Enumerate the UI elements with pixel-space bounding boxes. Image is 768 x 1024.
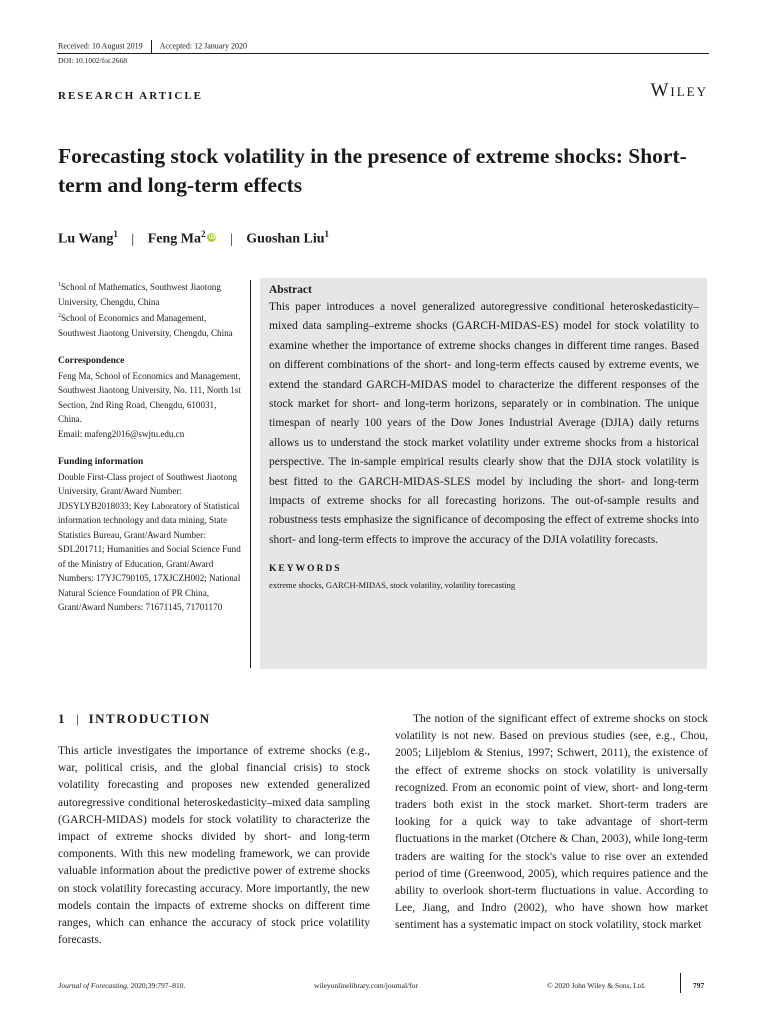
- author-name[interactable]: Guoshan Liu: [246, 231, 325, 247]
- footer-url[interactable]: wileyonlinelibrary.com/journal/for: [314, 981, 418, 990]
- article-title: Forecasting stock volatility in the presence of extreme shocks: Short-term and long-term effects: [58, 144, 687, 197]
- article-dates: [58, 40, 247, 53]
- section-label: RESEARCH ARTICLE: [58, 90, 204, 102]
- author-affiliation-mark: 1: [113, 229, 118, 239]
- author-name[interactable]: Lu Wang: [58, 231, 114, 247]
- correspondence-text: Feng Ma, School of Economics and Management, Southwest Jiaotong University, No. 111, North 1st Section, 2nd Ring Road, Chengdu, 610031, China.: [58, 370, 241, 425]
- author-list: [58, 229, 329, 248]
- keywords-heading: KEYWORDS: [269, 564, 342, 575]
- funding-text: Double First-Class project of Southwest Jiaotong University, Grant/Award Number: JDSYLYB2018033; Key Laboratory of Statistical information technology and data mining, State Statistics Bureau, Grant/Award Number: SDL201711; Humanities and Social Science Fund of the Ministry of Education, Grant/Award Numbers: 17YJC790105, 17XJCZH002; National Natural Science Foundation of PR China, Grant/Award Numbers: 71671145, 71701170: [58, 471, 241, 613]
- correspondence-heading: Correspondence: [58, 356, 125, 367]
- divider: [151, 40, 152, 53]
- column-divider: [250, 280, 251, 668]
- footer-citation: [58, 981, 185, 990]
- author-affiliation-mark: 2: [200, 229, 206, 239]
- author-separator: |: [131, 231, 135, 247]
- affiliation-text: School of Mathematics, Southwest Jiaotong University, Chengdu, China: [58, 282, 221, 307]
- section-number: 1: [58, 711, 66, 726]
- affiliation-mark: 1: [58, 282, 61, 288]
- affiliation: [58, 309, 241, 340]
- affiliation-text: School of Economics and Management, Southwest Jiaotong University, Chengdu, China: [58, 313, 233, 338]
- journal-name: Journal of Forecasting.: [58, 981, 129, 990]
- section-title: INTRODUCTION: [88, 711, 211, 726]
- keywords-text: extreme shocks, GARCH-MIDAS, stock volatility, volatility forecasting: [269, 580, 516, 591]
- abstract-heading: Abstract: [269, 284, 312, 296]
- orcid-icon[interactable]: iD: [208, 233, 216, 241]
- funding-heading: Funding information: [58, 457, 144, 468]
- body-paragraph: The notion of the significant effect of extreme shocks on stock volatility is not new. Based on previous studies (see, e.g., Chou, 2005; Liljeblom & Stenius, 1997; Schwert, 2011), the existence of the effect of extreme shocks on stock volatility is universally recognized. From an economic point of view, short- and long-term traders both exist in the stock market. Short-term traders are looking for a quick way to take advantage of short-term fluctuations in the market (Otchere & Chan, 2003), while long-term traders are waiting for the stock's value to rise over an extended period of time (Greenwood, 2005), which requires patience and the ability to overlook short-term fluctuations in value. According to Lee, Jiang, and Indro (2002), who have shown how market sentiment has a systematic impact on stock volatility, stock market: [395, 713, 708, 932]
- footer-divider: [680, 973, 681, 993]
- header-rule: [57, 53, 709, 54]
- abstract-text: This paper introduces a novel generalized autoregressive conditional heteroskedasticity–mixed data sampling–extreme shocks (GARCH-MIDAS-ES) model for stock volatility to examine whether the importance of extreme shocks changes in different time ranges. Based on different combinations of the short- and long-term effects caused by extreme events, we extend the standard GARCH-MIDAS model to characterize the different responses of the stock market for short- and long-term horizons, separately or in combination. The unique timespan of nearly 100 years of the Dow Jones Industrial Average (DJIA) daily returns allows us to understand the stock market volatility under extreme shocks from a historical perspective. The in-sample empirical results clearly show that the DJIA stock volatility is best fitted to the GARCH-MIDAS-SLES model by including the short- and long-term impacts of extreme shocks for all forecasting horizons. The out-of-sample results and robustness tests emphasize the significance of decomposing the effect of extreme shocks into short- and long-term effects to improve the accuracy of the DJIA volatility forecasts.: [269, 301, 699, 546]
- page-number: 797: [693, 981, 705, 990]
- author-name[interactable]: Feng Ma: [147, 231, 201, 247]
- publisher-logo: Wiley: [650, 80, 708, 101]
- section-heading: [58, 711, 211, 727]
- correspondence-email[interactable]: Email: mafeng2016@swjtu.edu.cn: [58, 428, 185, 439]
- section-separator: |: [76, 711, 79, 726]
- author-separator: |: [229, 231, 233, 247]
- affiliation-mark: 2: [58, 313, 61, 320]
- abstract-box: [260, 278, 707, 669]
- author-affiliation-mark: 1: [324, 229, 329, 239]
- accepted-date: Accepted: 12 January 2020: [159, 41, 247, 51]
- body-paragraph: This article investigates the importance of extreme shocks (e.g., war, political crisis, and the global financial crisis) to stock volatility forecasting and proposes new extended generalized autoregressive conditional heteroskedasticity–mixed data sampling (GARCH-MIDAS) models for stock volatility to characterize the impact of extreme shocks divided by short- and long-term components. With this new modeling framework, we can provide valuable information about the predictive power of extreme shocks on stock volatility forecasting accuracy. More importantly, the new models contain the impacts of extreme shocks on different time ranges, which can enhance the accuracy of stock price volatility forecasts.: [58, 745, 370, 947]
- doi: DOI: 10.1002/for.2668: [58, 56, 127, 65]
- affiliation: [58, 278, 241, 309]
- footer-copyright: © 2020 John Wiley & Sons, Ltd.: [547, 981, 646, 990]
- journal-volume: 2020;39:797–810.: [130, 981, 186, 990]
- received-date: Received: 10 August 2019: [58, 41, 143, 51]
- front-matter-sidebar: [58, 278, 241, 615]
